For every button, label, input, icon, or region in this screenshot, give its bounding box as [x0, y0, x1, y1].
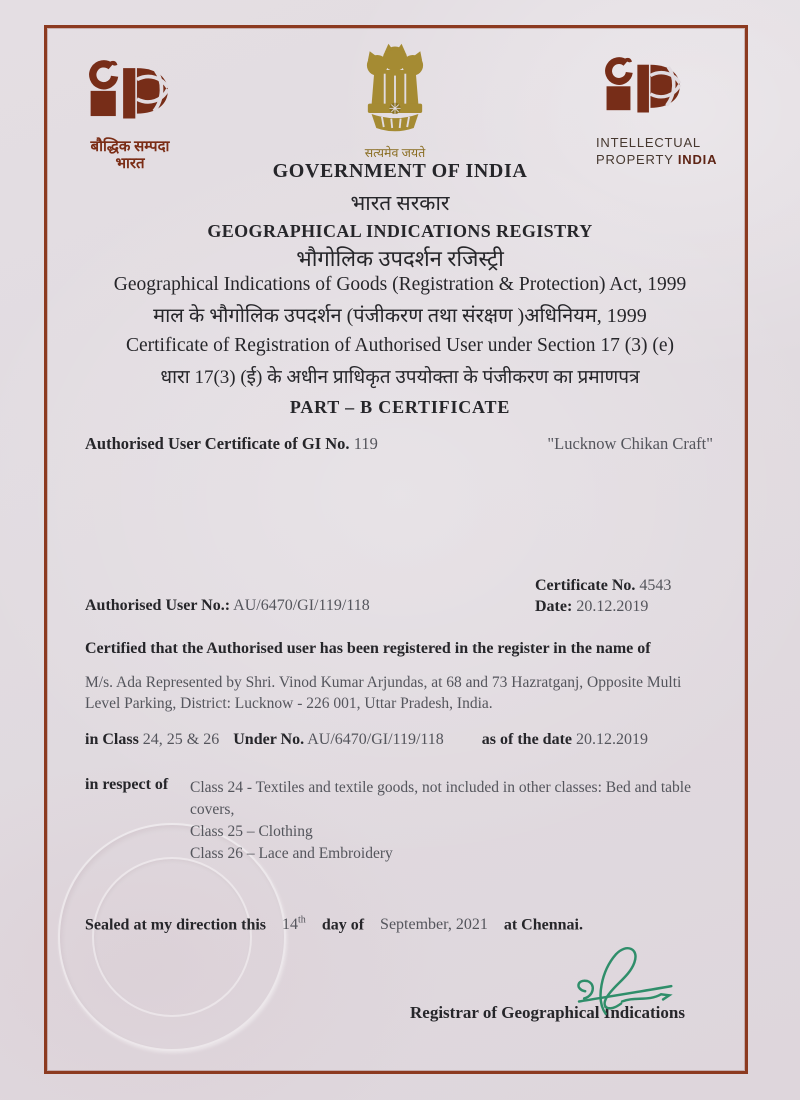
section-title-hi: धारा 17(3) (ई) के अधीन प्राधिकृत उपयोक्ता के पंजीकरण का प्रमाणपत्र: [160, 367, 640, 388]
as-of-group: [482, 731, 648, 748]
certificate-no-block: [535, 575, 671, 617]
registrar-signature-scribble: [560, 940, 678, 1022]
class-list: [190, 777, 712, 865]
under-no-label: Under No.: [233, 731, 305, 748]
gi-number-cell: [85, 434, 378, 454]
government-title-en: GOVERNMENT OF INDIA: [272, 160, 528, 182]
seal-place: at Chennai.: [503, 916, 583, 934]
seal-day: 14th: [282, 915, 306, 934]
gi-name: "Lucknow Chikan Craft": [547, 434, 713, 453]
gi-number-row: [85, 434, 713, 454]
as-of-date-value: 20.12.2019: [576, 731, 649, 748]
sealed-statement-row: [85, 915, 583, 934]
under-no-group: [233, 731, 448, 748]
left-logo-caption-line2: भारत: [115, 156, 145, 172]
authorised-user-no-label: Authorised User No.:: [85, 597, 231, 614]
section-title-en: Certificate of Registration of Authorised User under Section 17 (3) (e): [125, 335, 674, 356]
seal-date: September, 2021: [380, 916, 488, 934]
date-line: [535, 596, 671, 617]
government-title-hi: भारत सरकार: [350, 191, 450, 215]
day-of-label: day of: [321, 916, 365, 934]
registry-title-en: GEOGRAPHICAL INDICATIONS REGISTRY: [207, 221, 593, 241]
certificate-no-label: Certificate No.: [535, 577, 636, 594]
authorised-user-no-value: AU/6470/GI/119/118: [233, 597, 370, 614]
sealed-label: Sealed at my direction this: [85, 916, 267, 934]
class-item-25: Class 25 – Clothing: [190, 823, 313, 840]
in-class-group: [85, 731, 223, 748]
ip-india-logo-left-icon: [78, 60, 178, 138]
state-emblem-icon: [345, 40, 445, 143]
emblem-motto: सत्यमेव जयते: [364, 146, 426, 160]
right-logo-caption-line1: INTELLECTUAL: [596, 135, 701, 150]
class-under-date-row: [85, 731, 648, 749]
ip-india-logo-right-icon: [597, 57, 687, 131]
gi-number-value: 119: [353, 434, 378, 453]
act-title-hi: माल के भौगोलिक उपदर्शन (पंजीकरण तथा संरक्षण )अधिनियम, 1999: [153, 305, 647, 327]
in-class-label: in Class: [85, 731, 139, 748]
part-b-title: PART – B CERTIFICATE: [289, 397, 511, 417]
class-item-26: Class 26 – Lace and Embroidery: [190, 845, 393, 862]
registry-title-hi: भौगोलिक उपदर्शन रजिस्ट्री: [296, 246, 504, 271]
as-of-label: as of the date: [481, 731, 573, 748]
date-value: 20.12.2019: [576, 598, 649, 615]
registrar-title: Registrar of Geographical Indications: [410, 1003, 685, 1022]
in-respect-of-label: in respect of: [85, 776, 169, 793]
embossed-seal-inner-ring: [92, 857, 252, 1017]
certified-statement: Certified that the Authorised user has been registered in the register in the name of: [85, 640, 651, 657]
class-item-24: Class 24 - Textiles and textile goods, not included in other classes: Bed and table covers,: [190, 779, 691, 818]
right-logo-caption-line2: PROPERTY INDIA: [596, 152, 718, 167]
date-label: Date:: [535, 598, 573, 615]
gi-number-label: Authorised User Certificate of GI No.: [85, 434, 350, 453]
under-no-value: AU/6470/GI/119/118: [307, 731, 444, 748]
certificate-no-value: 4543: [639, 577, 672, 594]
registrant-name-address: M/s. Ada Represented by Shri. Vinod Kumar Arjundas, at 68 and 73 Hazratganj, Opposite Multi Level Parking, District: Lucknow - 226 001, Uttar Pradesh, India.: [85, 674, 682, 712]
certificate-no-line: [535, 575, 671, 596]
in-class-value: 24, 25 & 26: [142, 731, 220, 748]
act-title-en: Geographical Indications of Goods (Registration & Protection) Act, 1999: [113, 274, 687, 295]
authorised-user-no-line: [85, 597, 370, 615]
left-logo-caption-line1: बौद्धिक सम्पदा: [90, 139, 170, 155]
